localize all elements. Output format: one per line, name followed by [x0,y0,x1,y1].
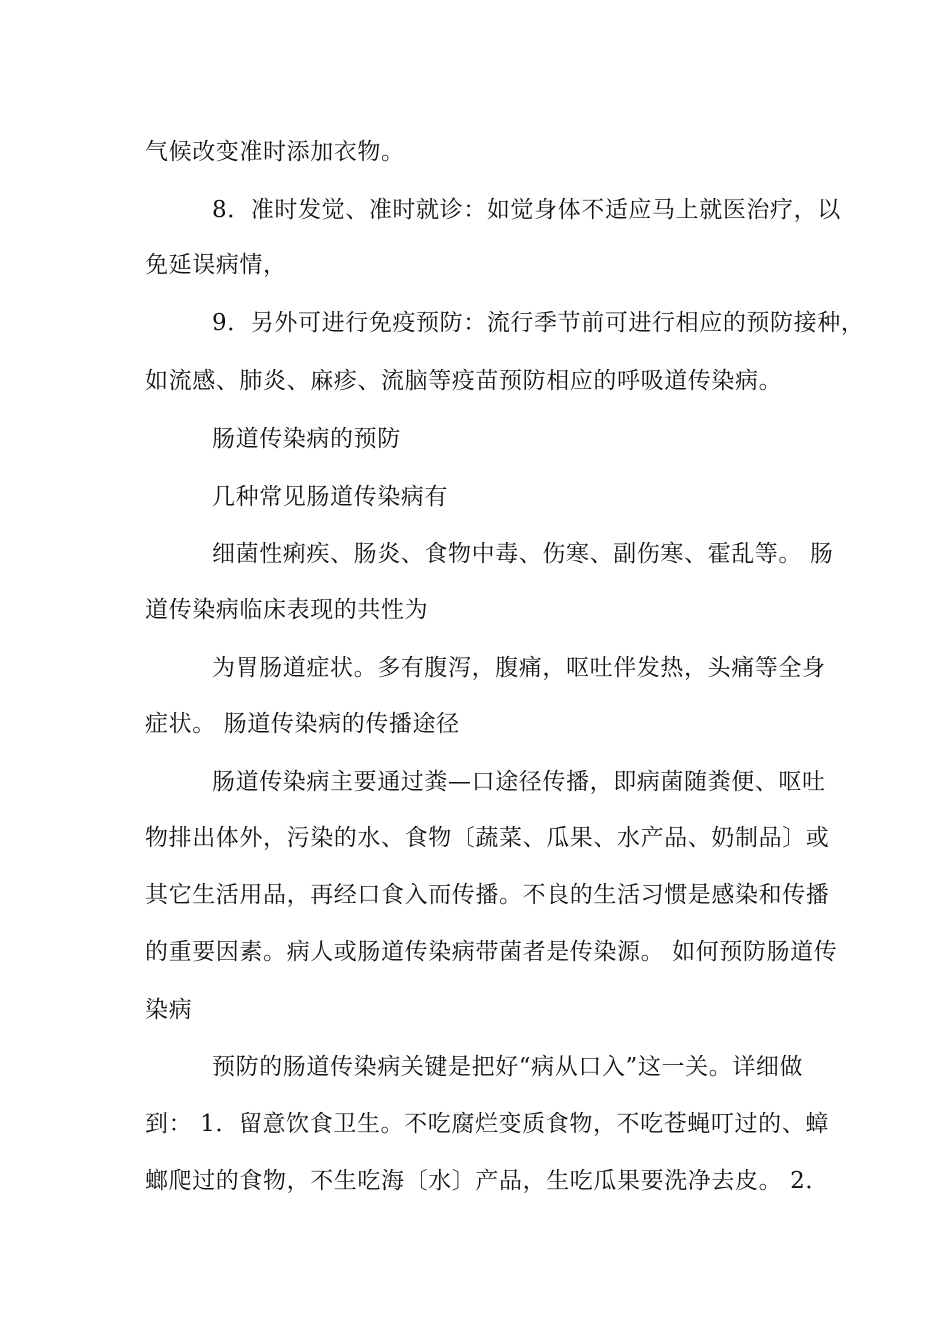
text-line: 气候改变准时添加衣物。 [145,139,405,165]
text-line: 道传染病临床表现的共性为 [145,597,429,623]
text-line: 几种常见肠道传染病有 [212,484,448,510]
text-line: 螂爬过的食物，不生吃海〔水〕产品，生吃瓜果要洗净去皮。 2． [145,1168,829,1194]
text-line: 如流感、肺炎、麻疹、流脑等疫苗预防相应的呼吸道传染病。 [145,368,783,394]
text-line: 免延误病情， [145,252,287,278]
text-line: 预防的肠道传染病关键是把好“病从口入”这一关。详细做 [212,1054,804,1080]
text-line: 8．准时发觉、准时就诊：如觉身体不适应马上就医治疗，以 [212,197,841,223]
text-line: 9．另外可进行免疫预防：流行季节前可进行相应的预防接种， [212,310,865,336]
text-line: 其它生活用品，再经口食入而传播。不良的生活习惯是感染和传播 [145,882,830,908]
text-line: 细菌性痢疾、肠炎、食物中毒、伤寒、副伤寒、霍乱等。 肠 [212,541,834,567]
text-line: 物排出体外，污染的水、食物〔蔬菜、瓜果、水产品、奶制品〕或 [145,825,830,851]
text-line: 的重要因素。病人或肠道传染病带菌者是传染源。 如何预防肠道传 [145,939,838,965]
text-line: 症状。 肠道传染病的传播途径 [145,711,460,737]
text-line: 到： 1．留意饮食卫生。不吃腐烂变质食物，不吃苍蝇叮过的、蟑 [145,1111,829,1137]
section-heading: 肠道传染病的预防 [212,426,401,452]
text-line: 为胃肠道症状。多有腹泻，腹痛，呕吐伴发热，头痛等全身 [212,655,826,681]
text-line: 染病 [145,997,193,1023]
text-line: 肠道传染病主要通过粪—口途径传播，即病菌随粪便、呕吐 [212,769,826,795]
